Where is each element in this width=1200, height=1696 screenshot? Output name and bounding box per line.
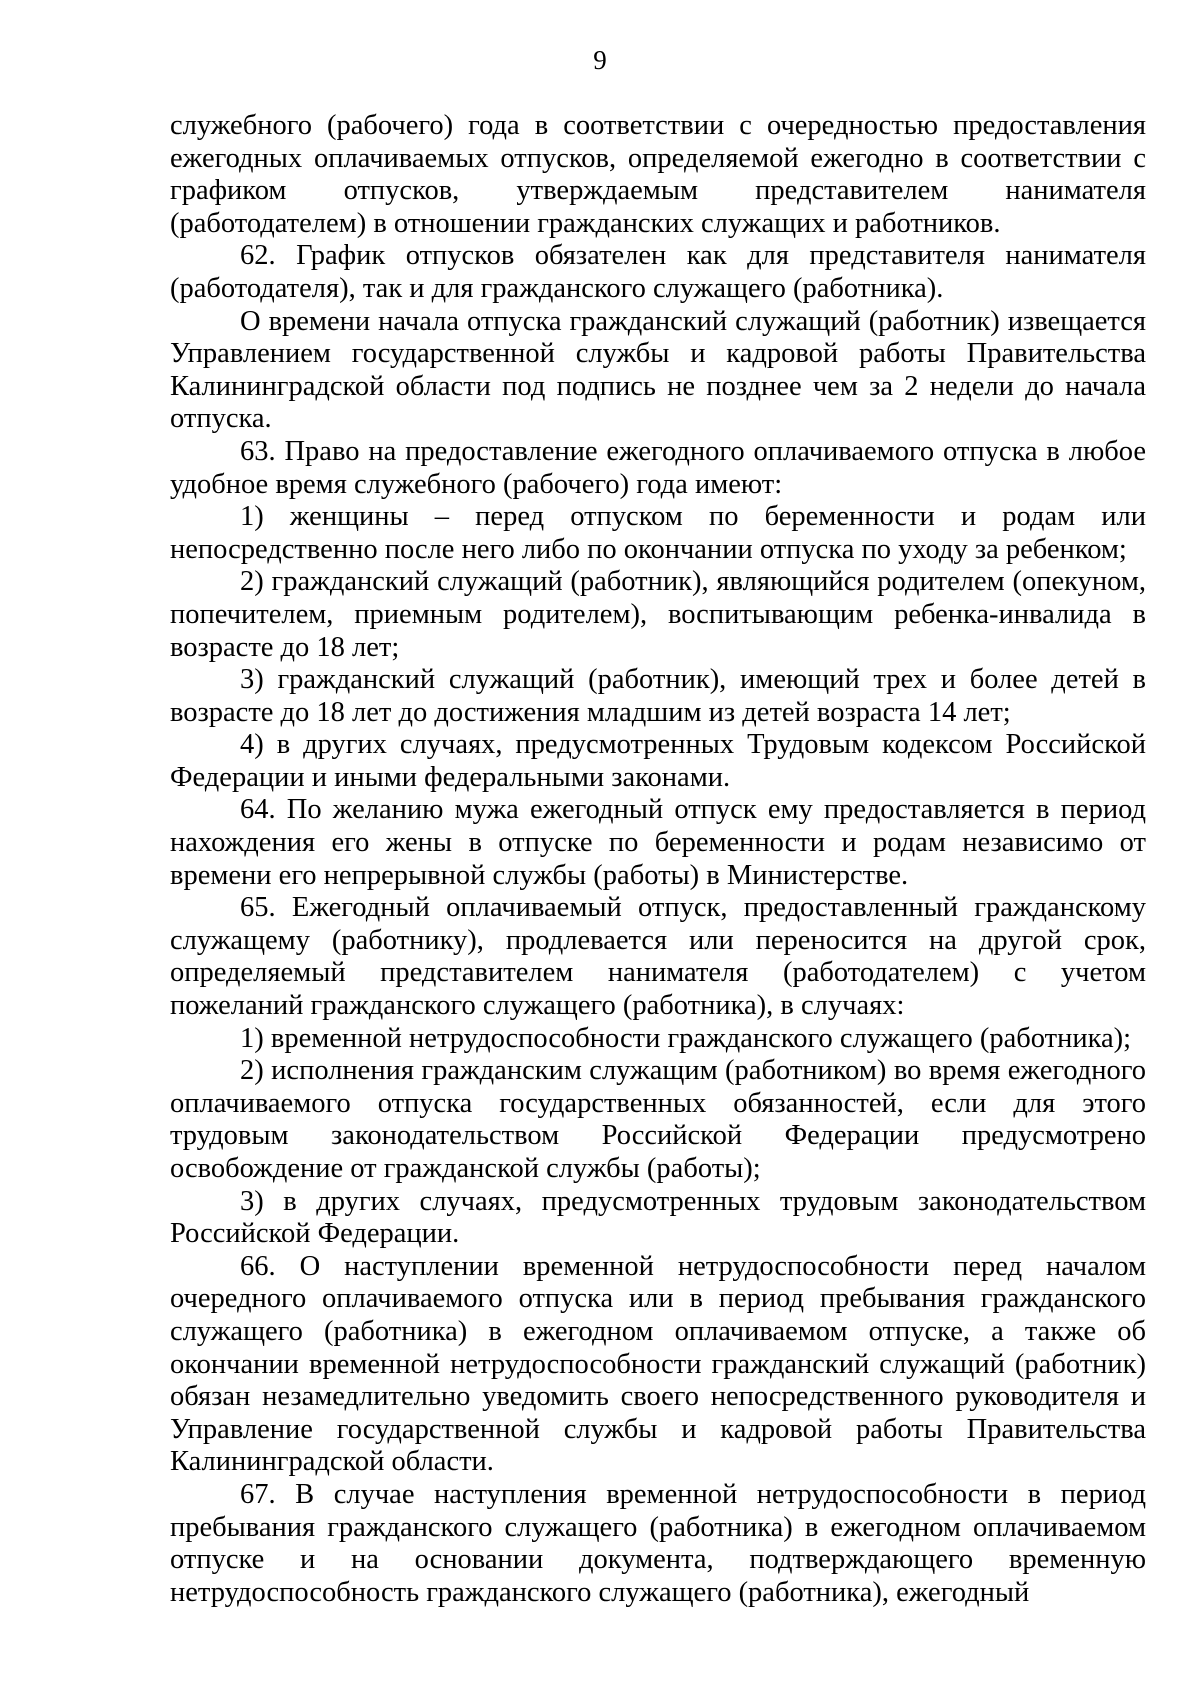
paragraph-62: 62. График отпусков обязателен как для представителя нанимателя (работодателя), так и для гражданского служащего (работника).: [170, 240, 1146, 304]
paragraph-65-item-3: 3) в других случаях, предусмотренных трудовым законодательством Российской Федерации.: [170, 1185, 1146, 1250]
paragraph-65-item-1: 1) временной нетрудоспособности гражданского служащего (работника);: [240, 1022, 1132, 1054]
paragraph-66: 66. О наступлении временной нетрудоспособности перед началом очередного оплачиваемого отпуска или в период пребывания гражданского служащего (работника) в ежегодном оплачиваемом отпуске, а также об окончании временной нетрудоспособности гражданский служащий (работник) обязан незамедлительно уведомить своего непосредственного руководителя и Управление государственной службы и кадровой работы Правительства Калининградской области.: [170, 1250, 1146, 1478]
paragraph-63-item-3: 3) гражданский служащий (работник), имеющий трех и более детей в возрасте до 18 лет до достижения младшим из детей возраста 14 лет;: [170, 664, 1146, 728]
paragraph-63-item-2: 2) гражданский служащий (работник), являющийся родителем (опекуном, попечителем, приемным родителем), воспитывающим ребенка-инвалида в возрасте до 18 лет;: [170, 566, 1146, 663]
page-number: 9: [593, 45, 607, 75]
paragraph-63-item-4: 4) в других случаях, предусмотренных Трудовым кодексом Российской Федерации и иными федеральными законами.: [170, 729, 1146, 793]
paragraph-64: 64. По желанию мужа ежегодный отпуск ему предоставляется в период нахождения его жены в отпуске по беременности и родам независимо от времени его непрерывной службы (работы) в Министерстве.: [170, 794, 1146, 891]
paragraph-67: 67. В случае наступления временной нетрудоспособности в период пребывания гражданского служащего (работника) в ежегодном оплачиваемом отпуске и на основании документа, подтверждающего временную нетрудоспособность гражданского служащего (работника), ежегодный: [170, 1478, 1146, 1608]
paragraph-62-notice: О времени начала отпуска гражданский служащий (работник) извещается Управлением государственной службы и кадровой работы Правительства Калининградской области под подпись не позднее чем за 2 недели до начала отпуска.: [170, 305, 1146, 435]
paragraph-63: 63. Право на предоставление ежегодного оплачиваемого отпуска в любое удобное время служебного (рабочего) года имеют:: [170, 435, 1146, 500]
paragraph-63-item-1: 1) женщины – перед отпуском по беременности и родам или непосредственно после него либо по окончании отпуска по уходу за ребенком;: [170, 501, 1146, 565]
paragraph-continuation: служебного (рабочего) года в соответствии с очередностью предоставления ежегодных оплачиваемых отпусков, определяемой ежегодно в соответствии с графиком отпусков, утверждаемым представителем нанимателя (работодателем) в отношении гражданских служащих и работников.: [170, 110, 1146, 239]
paragraph-65: 65. Ежегодный оплачиваемый отпуск, предоставленный гражданскому служащему (работнику), продлевается или переносится на другой срок, определяемый представителем нанимателя (работодателем) с учетом пожеланий гражданского служащего (работника), в случаях:: [170, 892, 1146, 1022]
document-body: [170, 110, 1146, 1609]
paragraph-65-item-2: 2) исполнения гражданским служащим (работником) во время ежегодного оплачиваемого отпуска государственных обязанностей, если для этого трудовым законодательством Российской Федерации предусмотрено освобождение от гражданской службы (работы);: [170, 1055, 1146, 1184]
